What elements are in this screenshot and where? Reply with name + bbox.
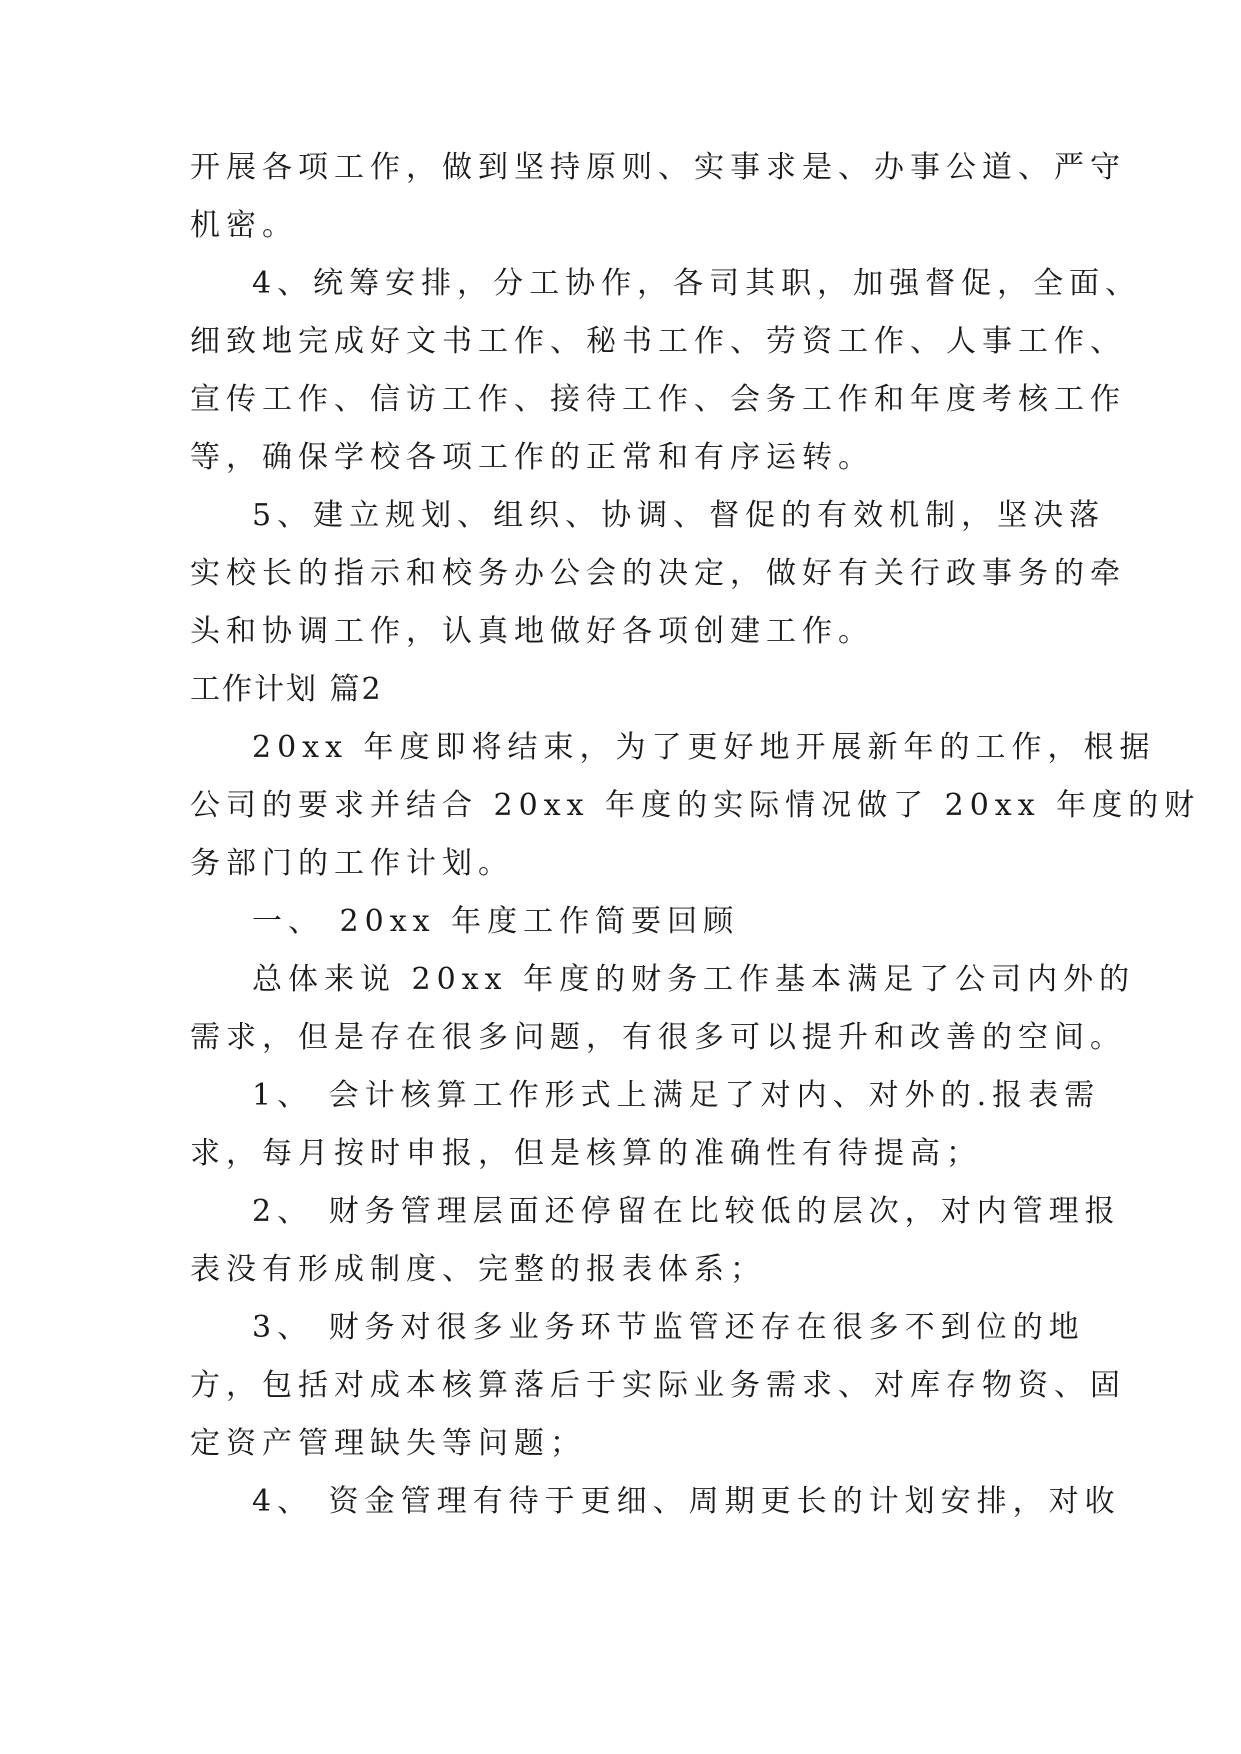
paragraph-line: 等，确保学校各项工作的正常和有序运转。 <box>190 440 874 475</box>
paragraph-line: 头和协调工作，认真地做好各项创建工作。 <box>190 614 874 649</box>
paragraph-line: 方，包括对成本核算落后于实际业务需求、对库存物资、固 <box>190 1368 1126 1403</box>
paragraph-line: 需求，但是存在很多问题，有很多可以提升和改善的空间。 <box>190 1020 1126 1055</box>
section-heading: 工作计划 篇2 <box>190 672 383 707</box>
paragraph-line: 定资产管理缺失等问题； <box>190 1426 586 1461</box>
paragraph-line: 务部门的工作计划。 <box>190 846 514 881</box>
paragraph-line: 4、统筹安排，分工协作，各司其职，加强督促，全面、 <box>252 266 1142 301</box>
paragraph-line: 1、 会计核算工作形式上满足了对内、对外的.报表需 <box>252 1078 1101 1113</box>
paragraph-line: 机密。 <box>190 208 298 243</box>
paragraph-line: 宣传工作、信访工作、接待工作、会务工作和年度考核工作 <box>190 382 1126 417</box>
paragraph-line: 5、建立规划、组织、协调、督促的有效机制，坚决落 <box>252 498 1106 533</box>
paragraph-line: 开展各项工作，做到坚持原则、实事求是、办事公道、严守 <box>190 150 1126 185</box>
paragraph-line: 细致地完成好文书工作、秘书工作、劳资工作、人事工作、 <box>190 324 1126 359</box>
paragraph-line: 2、 财务管理层面还停留在比较低的层次，对内管理报 <box>252 1194 1121 1229</box>
paragraph-line: 4、 资金管理有待于更细、周期更长的计划安排，对收 <box>252 1484 1121 1519</box>
paragraph-line: 20xx 年度即将结束，为了更好地开展新年的工作，根据 <box>252 730 1156 765</box>
paragraph-line: 总体来说 20xx 年度的财务工作基本满足了公司内外的 <box>252 962 1136 997</box>
paragraph-line: 实校长的指示和校务办公会的决定，做好有关行政事务的牵 <box>190 556 1126 591</box>
paragraph-line: 公司的要求并结合 20xx 年度的实际情况做了 20xx 年度的财 <box>190 788 1201 823</box>
paragraph-line: 求，每月按时申报，但是核算的准确性有待提高； <box>190 1136 982 1171</box>
paragraph-line: 表没有形成制度、完整的报表体系； <box>190 1252 766 1287</box>
subsection-heading: 一、 20xx 年度工作简要回顾 <box>252 904 740 939</box>
paragraph-line: 3、 财务对很多业务环节监管还存在很多不到位的地 <box>252 1310 1085 1345</box>
